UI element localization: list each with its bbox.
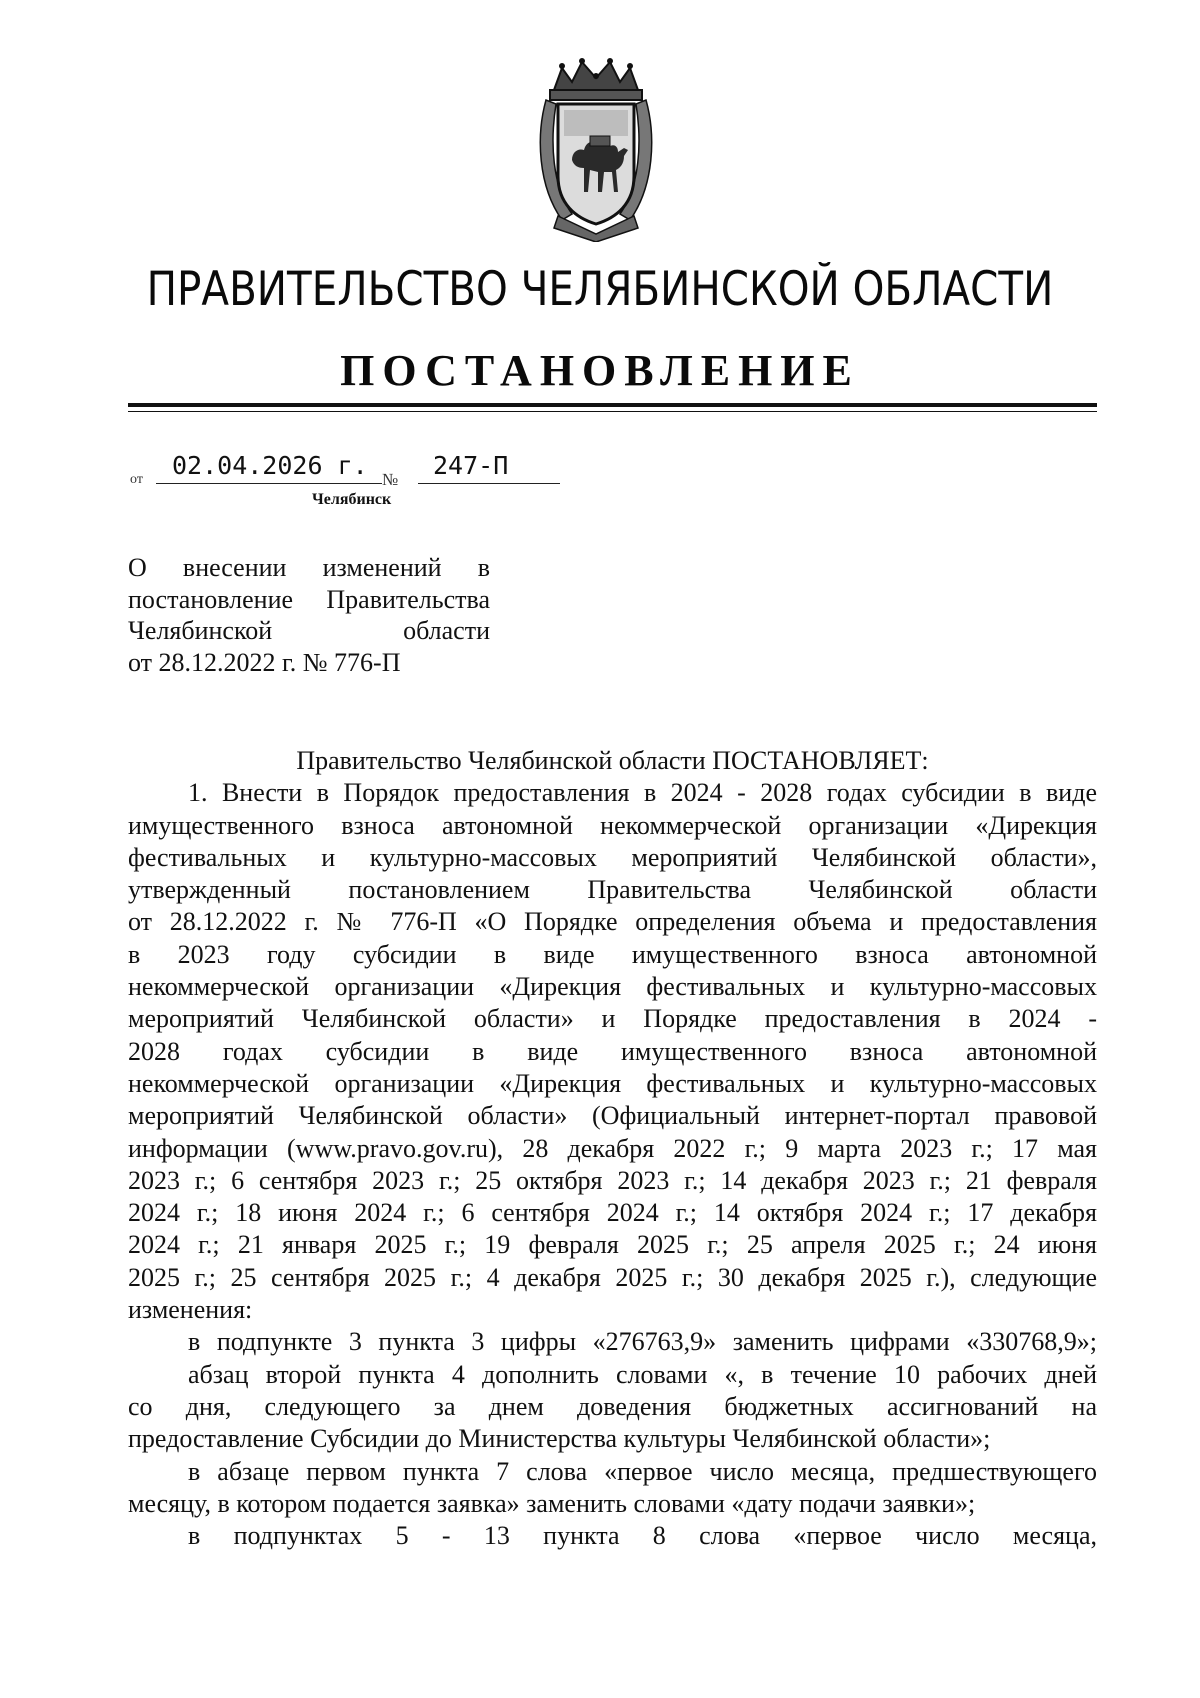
body-line: 2028 годах субсидии в виде имущественного взноса автономной [128,1036,1097,1066]
body-line: абзац второй пункта 4 дополнить словами «, в течение 10 рабочих дней [188,1359,1097,1389]
city-label: Челябинск [312,491,392,508]
header-divider-thin [128,411,1097,412]
body-line: 2024 г.; 21 января 2025 г.; 19 февраля 2025 г.; 25 апреля 2025 г.; 24 июня [128,1230,1097,1260]
body-line: мероприятий Челябинской области» и Порядке предоставления в 2024 - [128,1004,1097,1034]
body-line: от 28.12.2022 г. № 776-П «О Порядке определения объема и предоставления [128,907,1097,937]
subject-line: О внесении изменений в [128,553,490,582]
document-date: 02.04.2026 г. [172,451,368,480]
body-line: месяцу, в котором подается заявка» заменить словами «дату подачи заявки»; [128,1488,976,1518]
document-type: ПОСТАНОВЛЕНИЕ [340,346,860,395]
body-line: 2023 г.; 6 сентября 2023 г.; 25 октября 2023 г.; 14 декабря 2023 г.; 21 февраля [128,1165,1097,1195]
body-line: 2025 г.; 25 сентября 2025 г.; 4 декабря 2025 г.; 30 декабря 2025 г.), следующие [128,1262,1097,1292]
government-title: ПРАВИТЕЛЬСТВО ЧЕЛЯБИНСКОЙ ОБЛАСТИ [146,262,1054,317]
number-prefix-label: № [382,470,399,489]
document-body [128,745,1097,1552]
body-line: 1. Внести в Порядок предоставления в 2024 - 2028 годах субсидии в виде [188,778,1097,808]
body-line: в подпункте 3 пункта 3 цифры «276763,9» заменить цифрами «330768,9»; [188,1327,1097,1357]
document-number: 247-П [433,451,509,480]
body-line: в 2023 году субсидии в виде имущественного взноса автономной [128,939,1097,969]
body-line: в абзаце первом пункта 7 слова «первое число месяца, предшествующего [188,1456,1097,1486]
number-underline [418,483,560,484]
body-line: имущественного взноса автономной некоммерческой организации «Дирекция [128,810,1097,840]
body-line: фестивальных и культурно-массовых мероприятий Челябинской области», [128,842,1097,872]
document-subject [128,552,490,678]
coat-of-arms-icon [532,56,660,242]
subject-line: Челябинской области [128,616,490,645]
subject-line: постановление Правительства [128,584,490,614]
body-line: утвержденный постановлением Правительства Челябинской области [128,875,1097,905]
date-prefix-label: от [130,472,143,487]
body-line: предоставление Субсидии до Министерства культуры Челябинской области»; [128,1424,991,1454]
body-line: некоммерческой организации «Дирекция фестивальных и культурно-массовых [128,972,1097,1002]
preamble: Правительство Челябинской области ПОСТАНОВЛЯЕТ: [296,746,929,775]
body-line: со дня, следующего за днем доведения бюджетных ассигнований на [128,1391,1097,1421]
body-line: информации (www.pravo.gov.ru), 28 декабря 2022 г.; 9 марта 2023 г.; 17 мая [128,1133,1097,1163]
body-line: в подпунктах 5 - 13 пункта 8 слова «первое число месяца, [188,1521,1097,1551]
body-line: 2024 г.; 18 июня 2024 г.; 6 сентября 2024 г.; 14 октября 2024 г.; 17 декабря [128,1198,1097,1228]
body-line: изменения: [128,1295,253,1325]
body-line: мероприятий Челябинской области» (Официальный интернет-портал правовой [128,1101,1097,1131]
date-underline [156,483,382,484]
body-line: некоммерческой организации «Дирекция фестивальных и культурно-массовых [128,1068,1097,1098]
subject-line: от 28.12.2022 г. № 776-П [128,647,401,677]
header-divider-thick [128,403,1097,407]
